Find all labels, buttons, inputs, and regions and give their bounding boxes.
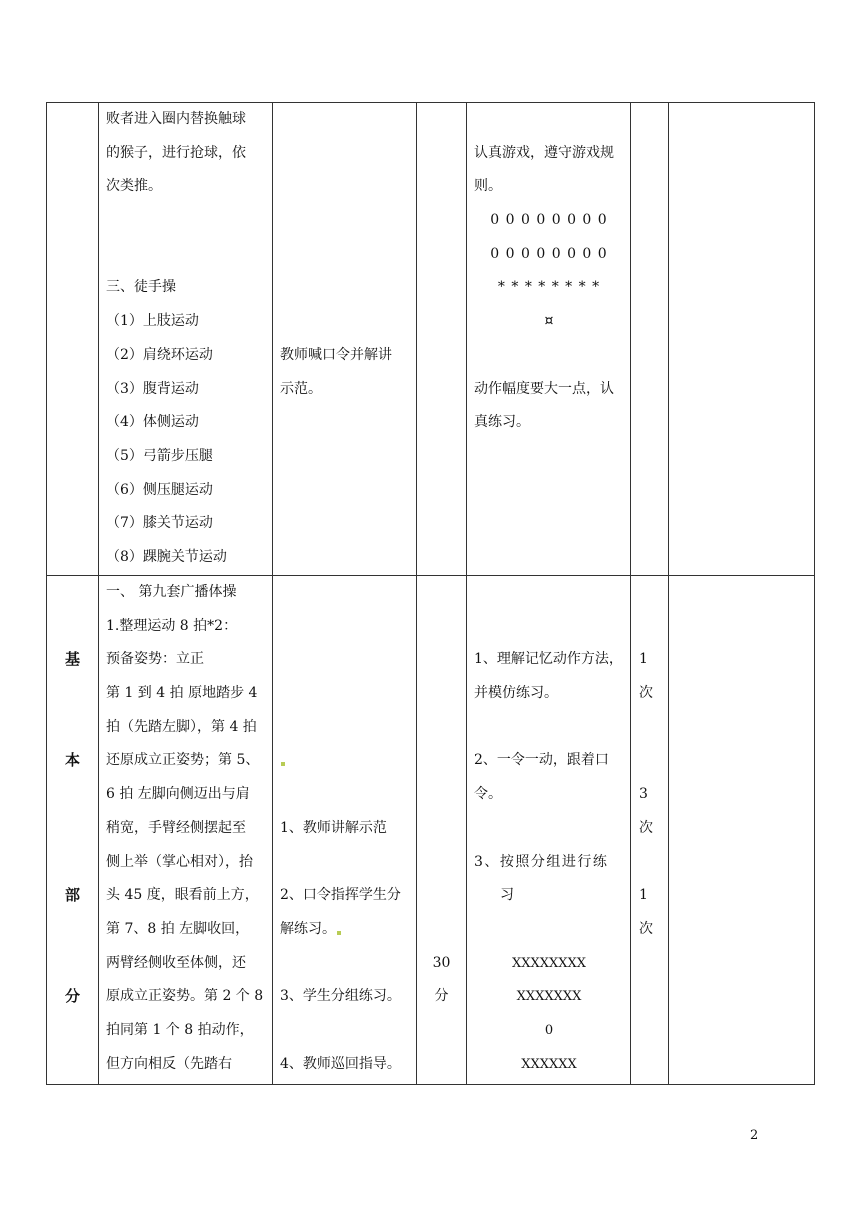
count-value: 1: [639, 651, 648, 668]
table-row-basic-part: [47, 576, 815, 1085]
section-label-char: 本: [64, 751, 80, 770]
time-unit: 分: [434, 988, 449, 1005]
student-text: 则。: [474, 178, 502, 195]
content-line: （1）上肢运动: [106, 313, 199, 330]
section-label-char: 部: [64, 886, 80, 905]
lesson-plan-table: [46, 102, 815, 1085]
content-line: [106, 238, 266, 272]
content-line: 预备姿势：立正: [106, 651, 204, 668]
content-line: 但方向相反（先踏右: [106, 1055, 232, 1072]
content-line: （3）腹背运动: [106, 380, 199, 397]
student-cell: [467, 576, 631, 1085]
content-line: 6 拍 左脚向侧迈出与肩: [106, 786, 250, 803]
student-text: 2、一令一动，跟着口: [474, 752, 609, 769]
time-cell-empty: [417, 103, 467, 576]
count-value: 1: [639, 887, 648, 904]
content-cell: [99, 103, 273, 576]
teacher-cell: [273, 576, 417, 1085]
content-line: （2）肩绕环运动: [106, 346, 213, 363]
formation-row: 0 0 0 0 0 0 0 0: [490, 245, 608, 262]
content-line: 原成立正姿势。第 2 个 8: [106, 988, 264, 1005]
content-line: 稍宽，手臂经侧摆起至: [106, 819, 246, 836]
student-text: 并模仿练习。: [474, 685, 558, 702]
content-line: （6）侧压腿运动: [106, 481, 213, 498]
student-text: 3、按照分组进行练: [474, 853, 609, 870]
count-unit: 次: [639, 685, 653, 702]
content-line: （8）踝腕关节运动: [106, 548, 227, 565]
content-line: 三、徒手操: [106, 279, 176, 296]
content-line: 两臂经侧收至体侧，还: [106, 954, 246, 971]
notes-cell-empty: [669, 576, 815, 1085]
teacher-text: 解练习。: [280, 920, 336, 937]
section-label-char: 分: [64, 987, 80, 1006]
content-line: （5）弓箭步压腿: [106, 447, 213, 464]
formation-row: XXXXXXX: [516, 989, 582, 1005]
content-line: 的猴子，进行抢球，依: [106, 144, 246, 161]
content-line: 第 7、8 拍 左脚收回，: [106, 920, 250, 937]
edit-mark-icon: [281, 762, 285, 766]
notes-cell-empty: [669, 103, 815, 576]
student-text: 习: [500, 887, 514, 904]
content-line: （4）体侧运动: [106, 414, 199, 431]
table-row-preparation: [47, 103, 815, 576]
content-line: 头 45 度，眼看前上方，: [106, 887, 259, 904]
content-line: 还原成立正姿势；第 5、: [106, 752, 260, 769]
time-value: 30: [432, 954, 451, 971]
formation-row: XXXXXX: [521, 1056, 577, 1072]
student-text: 令。: [474, 786, 502, 803]
content-line: 第 1 到 4 拍 原地踏步 4: [106, 685, 258, 702]
count-value: 3: [639, 786, 648, 803]
page-number: 2: [750, 1128, 759, 1143]
teacher-cell: [273, 103, 417, 576]
content-line: 侧上举（掌心相对），抬: [106, 853, 253, 870]
teacher-text: 教师喊口令并解讲: [280, 346, 392, 363]
teacher-text: 1、教师讲解示范: [280, 819, 387, 836]
section-cell-empty: [47, 103, 99, 576]
count-unit: 次: [639, 920, 653, 937]
edit-mark-icon: [337, 931, 341, 935]
time-cell: [417, 576, 467, 1085]
content-line: （7）膝关节运动: [106, 515, 213, 532]
teacher-position-icon: ¤: [544, 313, 554, 330]
student-text: 认真游戏，遵守游戏规: [474, 144, 614, 161]
formation-row: 0: [544, 1022, 554, 1038]
student-text: 动作幅度要大一点，认: [474, 380, 614, 397]
content-line: 拍同第 1 个 8 拍动作，: [106, 1021, 254, 1038]
teacher-text: 4、教师巡回指导。: [280, 1055, 401, 1072]
section-label-cell: [47, 576, 99, 1085]
content-line: 一、 第九套广播体操: [106, 584, 237, 600]
teacher-text: 3、学生分组练习。: [280, 988, 401, 1005]
count-cell: [631, 576, 669, 1085]
content-line: 拍（先踏左脚），第 4 拍: [106, 718, 257, 735]
content-line: 次类推。: [106, 178, 162, 195]
count-cell-empty: [631, 103, 669, 576]
student-cell: [467, 103, 631, 576]
content-cell: [99, 576, 273, 1085]
formation-row: 0 0 0 0 0 0 0 0: [490, 212, 608, 229]
student-text: 真练习。: [474, 414, 530, 431]
content-line: 1.整理运动 8 拍*2：: [106, 617, 238, 634]
content-line: [106, 204, 266, 238]
formation-row: * * * * * * * *: [497, 279, 601, 296]
teacher-text: 2、口令指挥学生分: [280, 887, 401, 904]
formation-row: XXXXXXXX: [511, 955, 587, 971]
content-line: 败者进入圈内替换触球: [106, 111, 246, 127]
teacher-text: 示范。: [280, 380, 322, 397]
student-text: 1、理解记忆动作方法，: [474, 651, 623, 668]
section-label-char: 基: [64, 650, 80, 669]
count-unit: 次: [639, 819, 653, 836]
